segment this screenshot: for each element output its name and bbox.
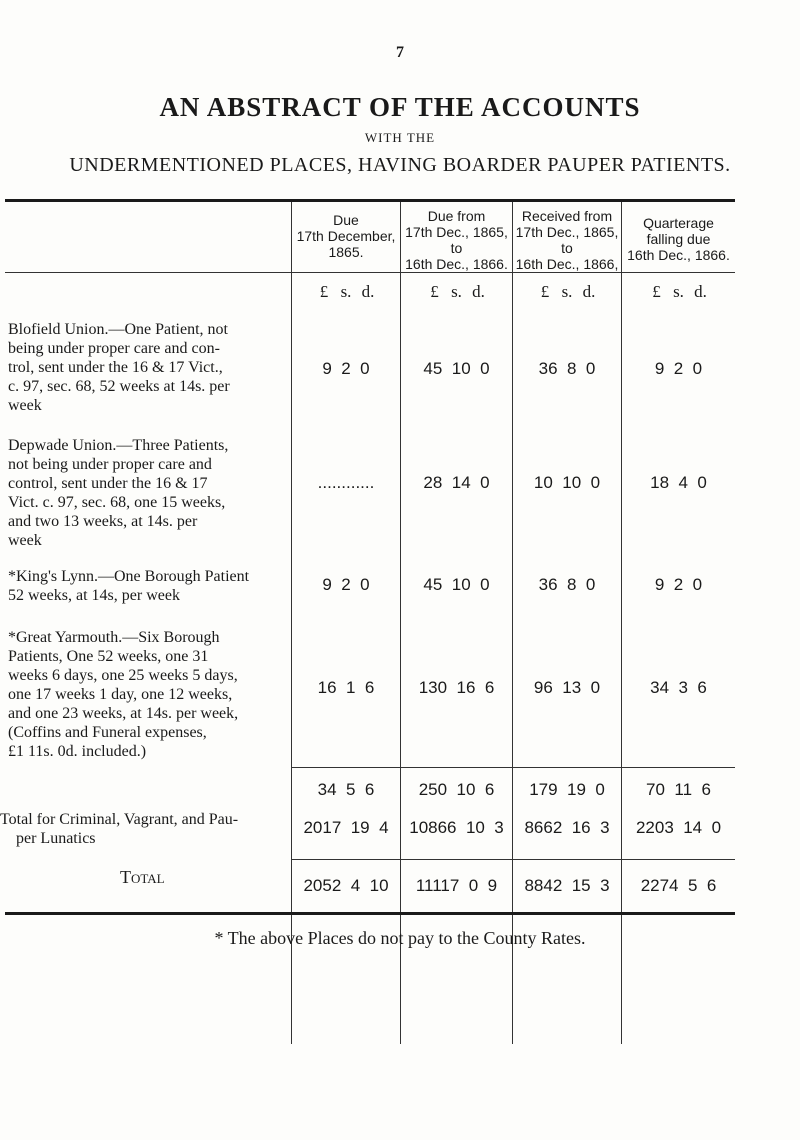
currency-units: £ s. d.	[430, 282, 485, 301]
row-blofield-received: 36 8 0	[538, 359, 596, 378]
subtotal-rule	[292, 767, 735, 768]
subtitle-with-the: WITH THE	[364, 130, 436, 145]
row-blofield-due-from: 45 10 0	[423, 359, 490, 378]
row-blofield-due: 9 2 0	[322, 359, 370, 378]
row-blofield-description: Blofield Union.—One Patient, not being under proper care and con- trol, sent under the 16 & 17 Vict., c. 97, sec. 68, 52 weeks at 14s. per week	[8, 321, 230, 414]
total-due-from: 11117 0 9	[415, 876, 498, 895]
total-received: 8842 15 3	[524, 876, 610, 895]
column-header-quarterage: Quarterage falling due 16th Dec., 1866.	[627, 215, 730, 263]
currency-units: £ s. d.	[540, 282, 596, 301]
row-depwade-received: 10 10 0	[533, 473, 601, 492]
footnote: * The above Places do not pay to the County Rates.	[214, 928, 586, 948]
subtotal-received: 179 19 0	[529, 780, 605, 799]
column-divider	[512, 202, 513, 1044]
page-title: AN ABSTRACT OF THE ACCOUNTS	[159, 92, 641, 122]
column-divider	[400, 202, 401, 1044]
currency-units: £ s. d.	[652, 282, 707, 301]
table-top-rule	[5, 199, 735, 202]
subtotal-due: 34 5 6	[317, 780, 375, 799]
criminal-due-from: 10866 10 3	[409, 818, 504, 837]
criminal-quarterage: 2203 14 0	[635, 818, 722, 837]
header-rule	[5, 272, 735, 273]
row-kings-lynn-description: *King's Lynn.—One Borough Patient 52 weeks, at 14s, per week	[8, 568, 250, 604]
total-label: Total	[120, 867, 165, 887]
row-depwade-due-from: 28 14 0	[423, 473, 490, 492]
subtotal-quarterage: 70 11 6	[646, 780, 711, 799]
row-great-yarmouth-description: *Great Yarmouth.—Six Borough Patients, One 52 weeks, one 31 weeks 6 days, one 25 weeks 5 days, one 17 weeks 1 day, one 12 weeks, and one 23 weeks, at 14s. per week, (Coffins and Funeral expenses, £1 11s. 0d. included.)	[8, 629, 239, 760]
total-due: 2052 4 10	[303, 876, 389, 895]
row-kings-lynn-due-from: 45 10 0	[423, 575, 490, 594]
row-great-yarmouth-received: 96 13 0	[533, 678, 601, 697]
subtotal-due-from: 250 10 6	[418, 780, 495, 799]
row-depwade-quarterage: 18 4 0	[650, 473, 707, 492]
row-blofield-quarterage: 9 2 0	[654, 359, 703, 378]
row-great-yarmouth-due-from: 130 16 6	[418, 678, 495, 697]
column-header-due-from: Due from 17th Dec., 1865, to 16th Dec., 1866.	[405, 208, 508, 272]
column-header-received: Received from 17th Dec., 1865, to 16th Dec., 1866,	[515, 208, 619, 272]
total-rule	[292, 859, 735, 860]
row-kings-lynn-quarterage: 9 2 0	[654, 575, 703, 594]
total-quarterage: 2274 5 6	[640, 876, 717, 895]
row-great-yarmouth-quarterage: 34 3 6	[650, 678, 707, 697]
row-kings-lynn-due: 9 2 0	[322, 575, 370, 594]
table-bottom-rule	[5, 912, 735, 915]
criminal-due: 2017 19 4	[303, 818, 389, 837]
column-divider	[621, 202, 622, 1044]
page-number: 7	[396, 44, 404, 61]
criminal-lunatics-label: Total for Criminal, Vagrant, and Pau- per Lunatics	[0, 811, 239, 847]
subtitle-places: UNDERMENTIONED PLACES, HAVING BOARDER PAUPER PATIENTS.	[69, 154, 731, 176]
row-great-yarmouth-due: 16 1 6	[317, 678, 375, 697]
criminal-received: 8662 16 3	[524, 818, 610, 837]
row-depwade-description: Depwade Union.—Three Patients, not being under proper care and control, sent under the 16 & 17 Vict. c. 97, sec. 68, one 15 weeks, and two 13 weeks, at 14s. per week	[8, 437, 229, 549]
row-depwade-due: ............	[317, 473, 375, 492]
row-kings-lynn-received: 36 8 0	[538, 575, 596, 594]
currency-units: £ s. d.	[319, 282, 375, 301]
column-header-due: Due 17th December, 1865.	[296, 212, 396, 260]
column-divider	[291, 202, 292, 1044]
